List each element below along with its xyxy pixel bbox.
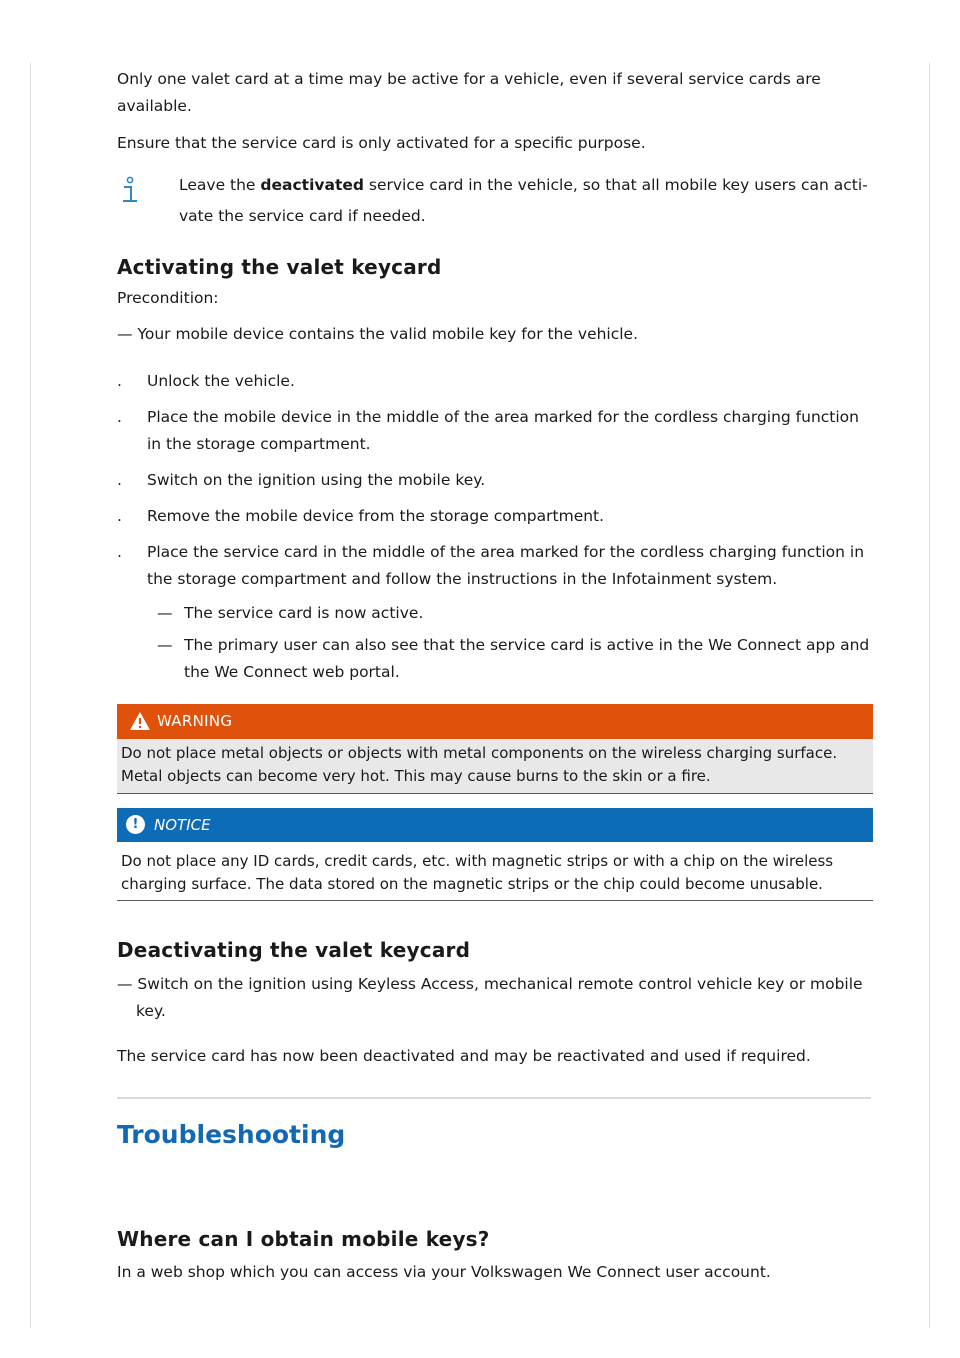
faq-answer: In a web shop which you can access via your Volkswagen We Connect user account. <box>117 1263 771 1281</box>
notice-body <box>117 842 873 901</box>
notice-header <box>117 808 873 842</box>
deactivating-heading: Deactivating the valet keycard <box>117 938 471 962</box>
result-2: — The primary user can also see that the service card is active in the We Connect app and the We Connect web portal. <box>157 636 870 681</box>
warning-text: Do not place metal objects or objects with metal components on the wireless charging surface. Metal objects can become very hot. This may cause burns to the skin or a fire. <box>121 744 838 785</box>
left-margin-line <box>30 62 31 1328</box>
warning-body <box>117 739 873 794</box>
step-1: . Unlock the vehicle. <box>117 372 295 390</box>
intro-paragraph-1: Only one valet card at a time may be active for a vehicle, even if several service cards are available. <box>117 70 821 115</box>
warning-icon <box>129 711 151 731</box>
hint-bold: deactivated <box>260 176 364 194</box>
precondition-label: Precondition: <box>117 289 219 307</box>
right-margin-line <box>929 62 930 1328</box>
precondition-item: — Your mobile device contains the valid mobile key for the vehicle. <box>117 325 639 343</box>
intro-paragraph-2: Ensure that the service card is only activated for a specific purpose. <box>117 134 646 152</box>
section-divider <box>117 1097 871 1099</box>
troubleshooting-heading: Troubleshooting <box>117 1120 346 1149</box>
info-icon <box>120 176 140 206</box>
faq-question: Where can I obtain mobile keys? <box>117 1227 490 1251</box>
step-4: . Remove the mobile device from the storage compartment. <box>117 507 605 525</box>
activating-heading: Activating the valet keycard <box>117 255 442 279</box>
step-2: . Place the mobile device in the middle of the area marked for the cordless charging function in the storage compartment. <box>117 408 859 453</box>
notice-text: Do not place any ID cards, credit cards, etc. with magnetic strips or with a chip on the wireless charging surface. The data stored on the magnetic strips or the chip could become unusable. <box>121 852 834 893</box>
step-5: . Place the service card in the middle of the area marked for the cordless charging function in the storage compartment and follow the instructions in the Infotainment system. <box>117 543 865 588</box>
result-1: — The service card is now active. <box>157 604 424 622</box>
warning-label: WARNING <box>157 712 233 730</box>
deactivating-item: — Switch on the ignition using Keyless Access, mechanical remote control vehicle key or mobile key. <box>117 975 863 1020</box>
warning-header <box>117 704 873 739</box>
hint-text: Leave the deactivated service card in the vehicle, so that all mobile key users can acti-vate the service card if needed. <box>179 176 868 225</box>
notice-label: NOTICE <box>154 816 211 834</box>
exclamation-icon: ! <box>126 815 145 834</box>
step-3: . Switch on the ignition using the mobile key. <box>117 471 486 489</box>
deactivating-result: The service card has now been deactivated and may be reactivated and used if required. <box>117 1047 811 1065</box>
